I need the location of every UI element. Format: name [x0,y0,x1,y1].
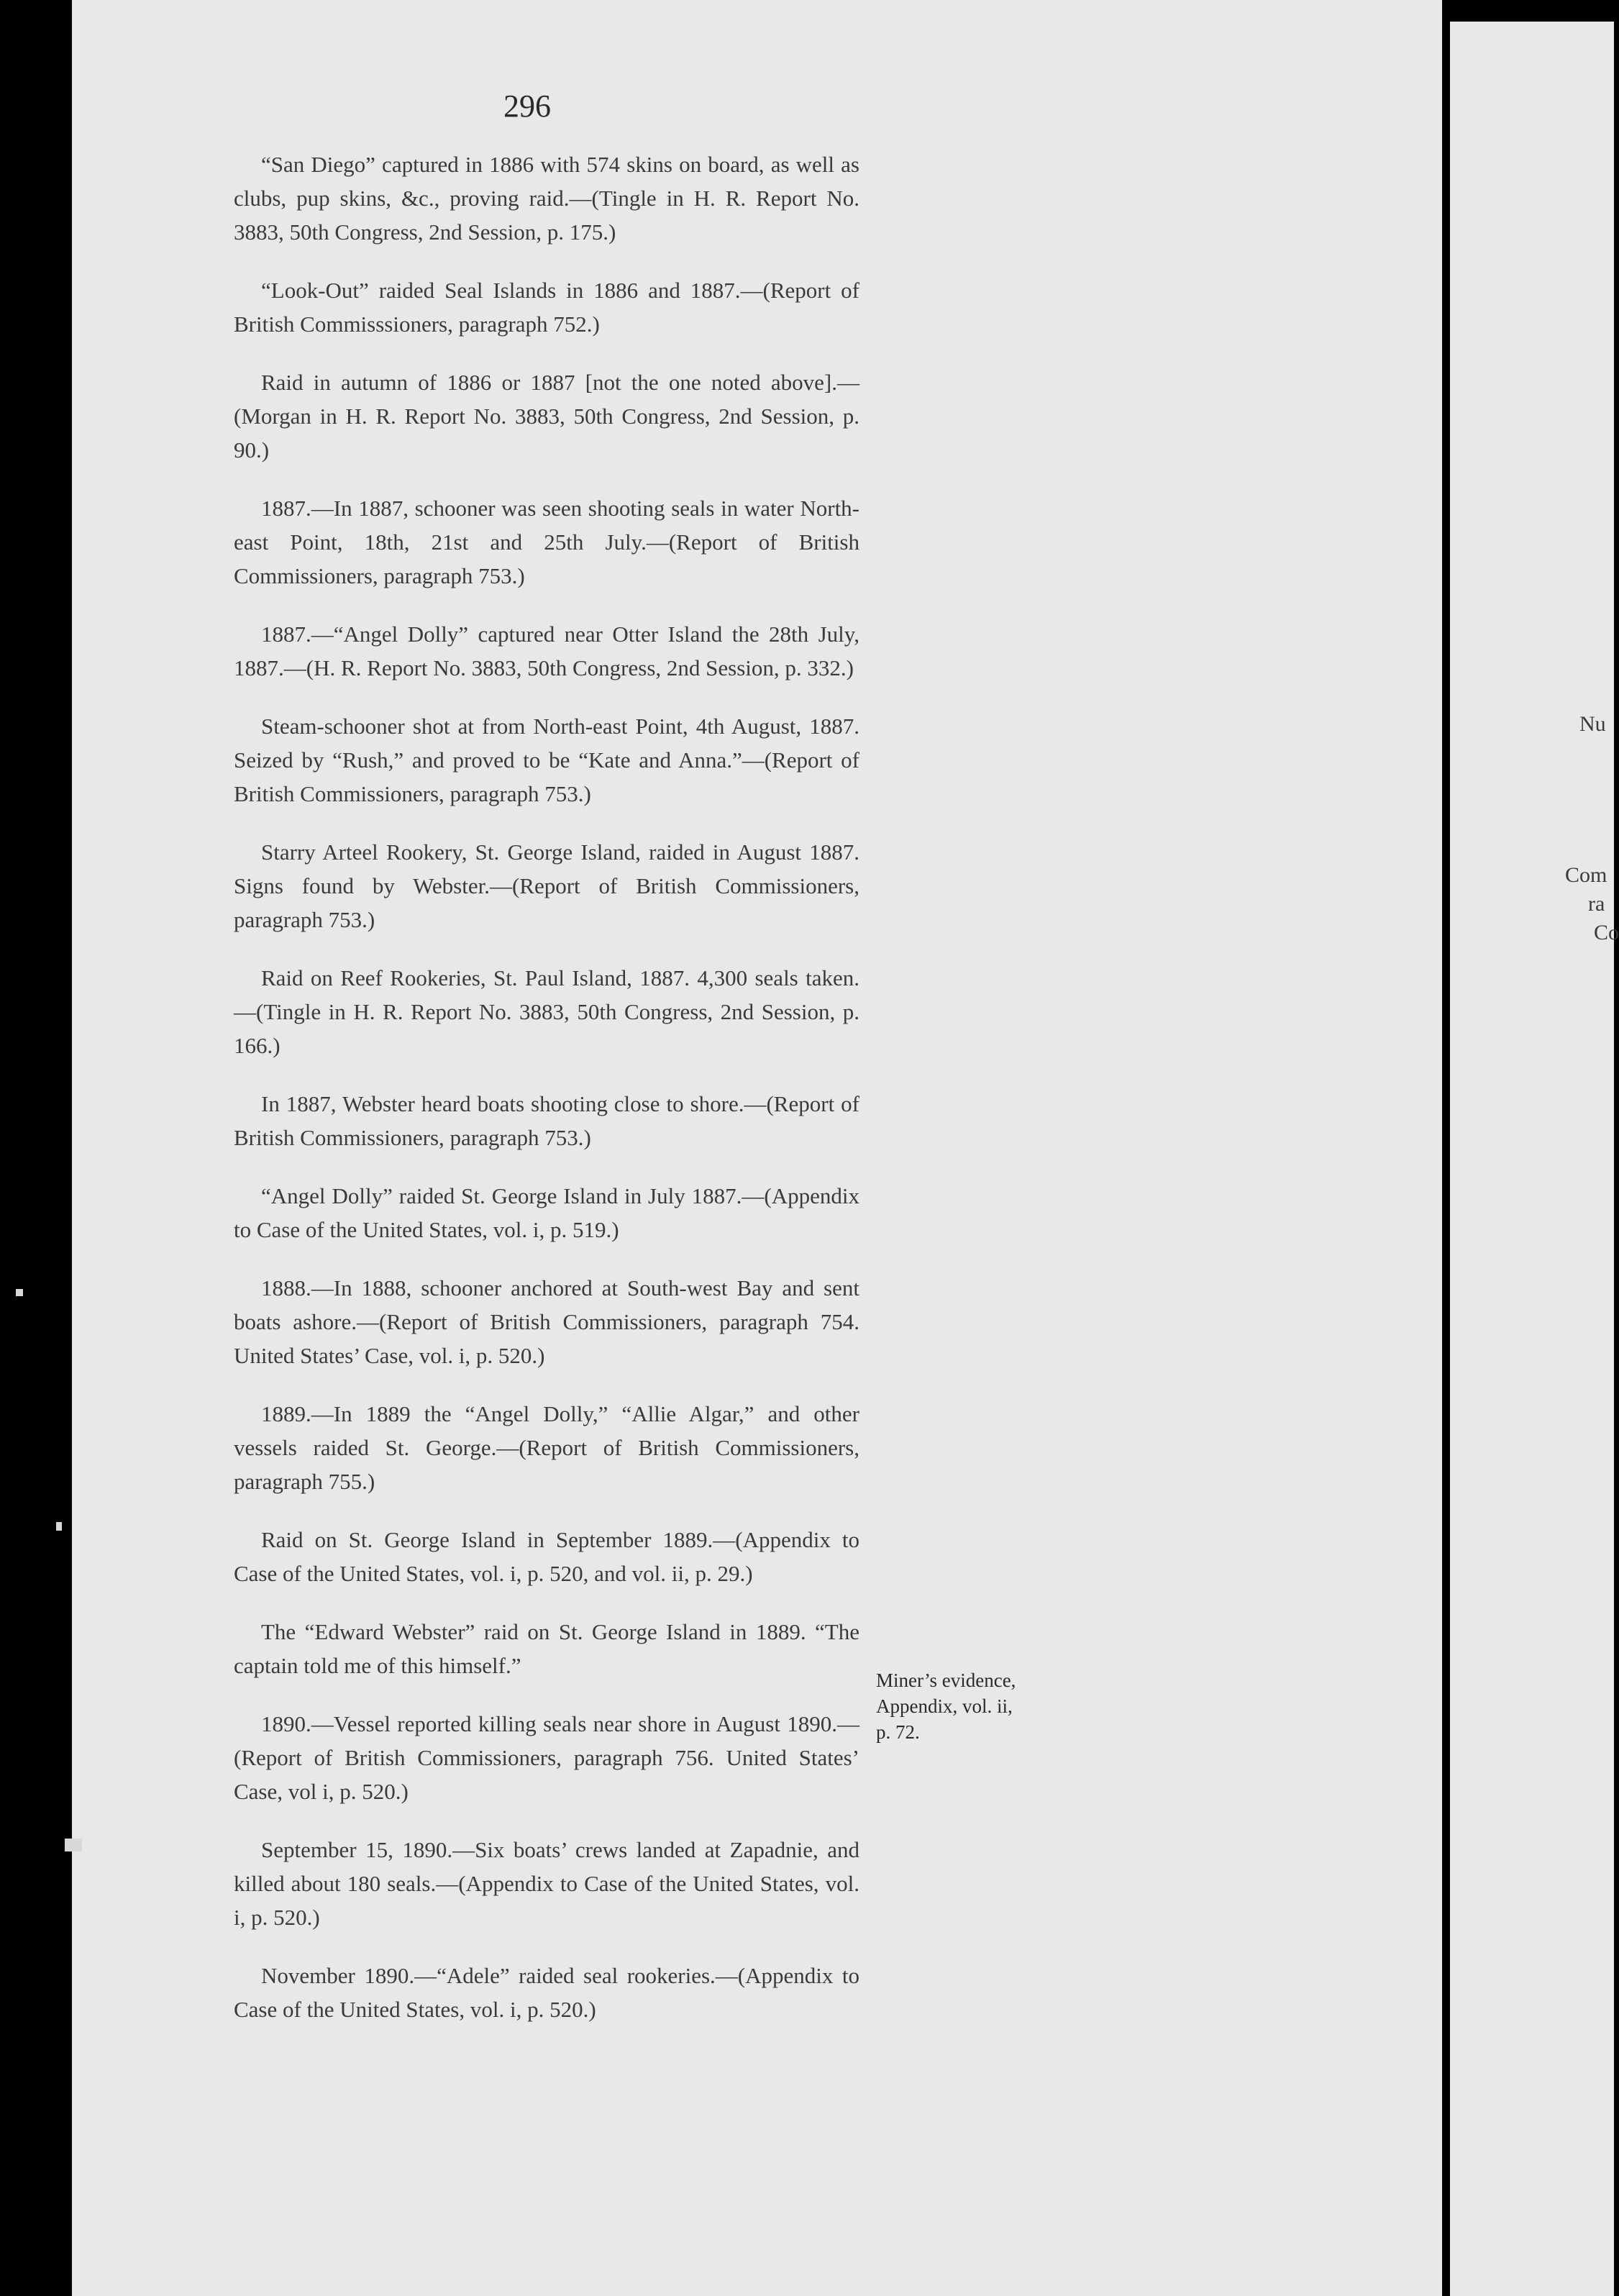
paragraph-webster-heard: In 1887, Webster heard boats shooting close to shore.—(Report of British Commissioners, paragraph 753.) [234,1091,859,1150]
paragraph-starry-arteel: Starry Arteel Rookery, St. George Island, raided in August 1887. Signs found by Webster.—(Report of British Commissioners, paragraph 753.) [234,839,859,932]
right-page-fragment: Com [1565,863,1607,887]
paragraph-raid-september-1889: Raid on St. George Island in September 1889.—(Appendix to Case of the United States, vol. i, p. 520, and vol. ii, p. 29.) [234,1527,859,1586]
right-page-fragment: Nu [1579,712,1606,736]
scan-speck [16,1289,23,1296]
scan-speck [65,1839,82,1851]
margin-note-line: Miner’s evidence, [876,1669,1016,1691]
right-page-fragment: ra [1588,892,1605,916]
scan-speck [56,1522,62,1531]
margin-note-line: Appendix, vol. ii, [876,1695,1013,1717]
paragraph-1890: 1890.—Vessel reported killing seals near shore in August 1890.—(Report of British Commissioners, paragraph 756. United States’ Case, vol i, p. 520.) [234,1711,859,1804]
paragraph-november-1890: November 1890.—“Adele” raided seal rookeries.—(Appendix to Case of the United States, vol. i, p. 520.) [234,1963,859,2022]
margin-note [876,1667,1049,1745]
paragraph-steam-schooner: Steam-schooner shot at from North-east Point, 4th August, 1887. Seized by “Rush,” and proved to be “Kate and Anna.”—(Report of British Commissioners, paragraph 753.) [234,714,859,806]
paragraph-1888: 1888.—In 1888, schooner anchored at South-west Bay and sent boats ashore.—(Report of British Commissioners, paragraph 754. United States’ Case, vol. i, p. 520.) [234,1275,859,1368]
paragraph-san-diego: “San Diego” captured in 1886 with 574 skins on board, as well as clubs, pup skins, &c., proving raid.—(Tingle in H. R. Report No. 3883, 50th Congress, 2nd Session, p. 175.) [234,152,859,245]
paragraph-september-1890: September 15, 1890.—Six boats’ crews landed at Zapadnie, and killed about 180 seals.—(Appendix to Case of the United States, vol. i, p. 520.) [234,1837,859,1930]
paragraph-reef-rookeries: Raid on Reef Rookeries, St. Paul Island, 1887. 4,300 seals taken.—(Tingle in H. R. Report No. 3883, 50th Congress, 2nd Session, p. 166.) [234,965,859,1058]
margin-note-line: p. 72. [876,1721,920,1743]
paragraph-raid-autumn: Raid in autumn of 1886 or 1887 [not the one noted above].—(Morgan in H. R. Report No. 3883, 50th Congress, 2nd Session, p. 90.) [234,370,859,463]
paragraph-angel-dolly-raided: “Angel Dolly” raided St. George Island in July 1887.—(Appendix to Case of the United States, vol. i, p. 519.) [234,1183,859,1242]
left-page [72,0,1442,2296]
paragraph-look-out: “Look-Out” raided Seal Islands in 1886 and 1887.—(Report of British Commisssioners, paragraph 752.) [234,278,859,337]
body-text [234,147,859,2051]
paragraph-1889: 1889.—In 1889 the “Angel Dolly,” “Allie Algar,” and other vessels raided St. George.—(Report of British Commissioners, paragraph 755.) [234,1401,859,1494]
paragraph-1887-schooner: 1887.—In 1887, schooner was seen shooting seals in water North-east Point, 18th, 21st and 25th July.—(Report of British Commissioners, paragraph 753.) [234,496,859,588]
page-number: 296 [503,88,551,124]
right-page-fragment: Co [1594,921,1619,944]
right-page [1450,22,1619,2296]
paragraph-angel-dolly-captured: 1887.—“Angel Dolly” captured near Otter Island the 28th July, 1887.—(H. R. Report No. 3883, 50th Congress, 2nd Session, p. 332.) [234,621,859,680]
paragraph-edward-webster: The “Edward Webster” raid on St. George Island in 1889. “The captain told me of this himself.” [234,1619,859,1678]
